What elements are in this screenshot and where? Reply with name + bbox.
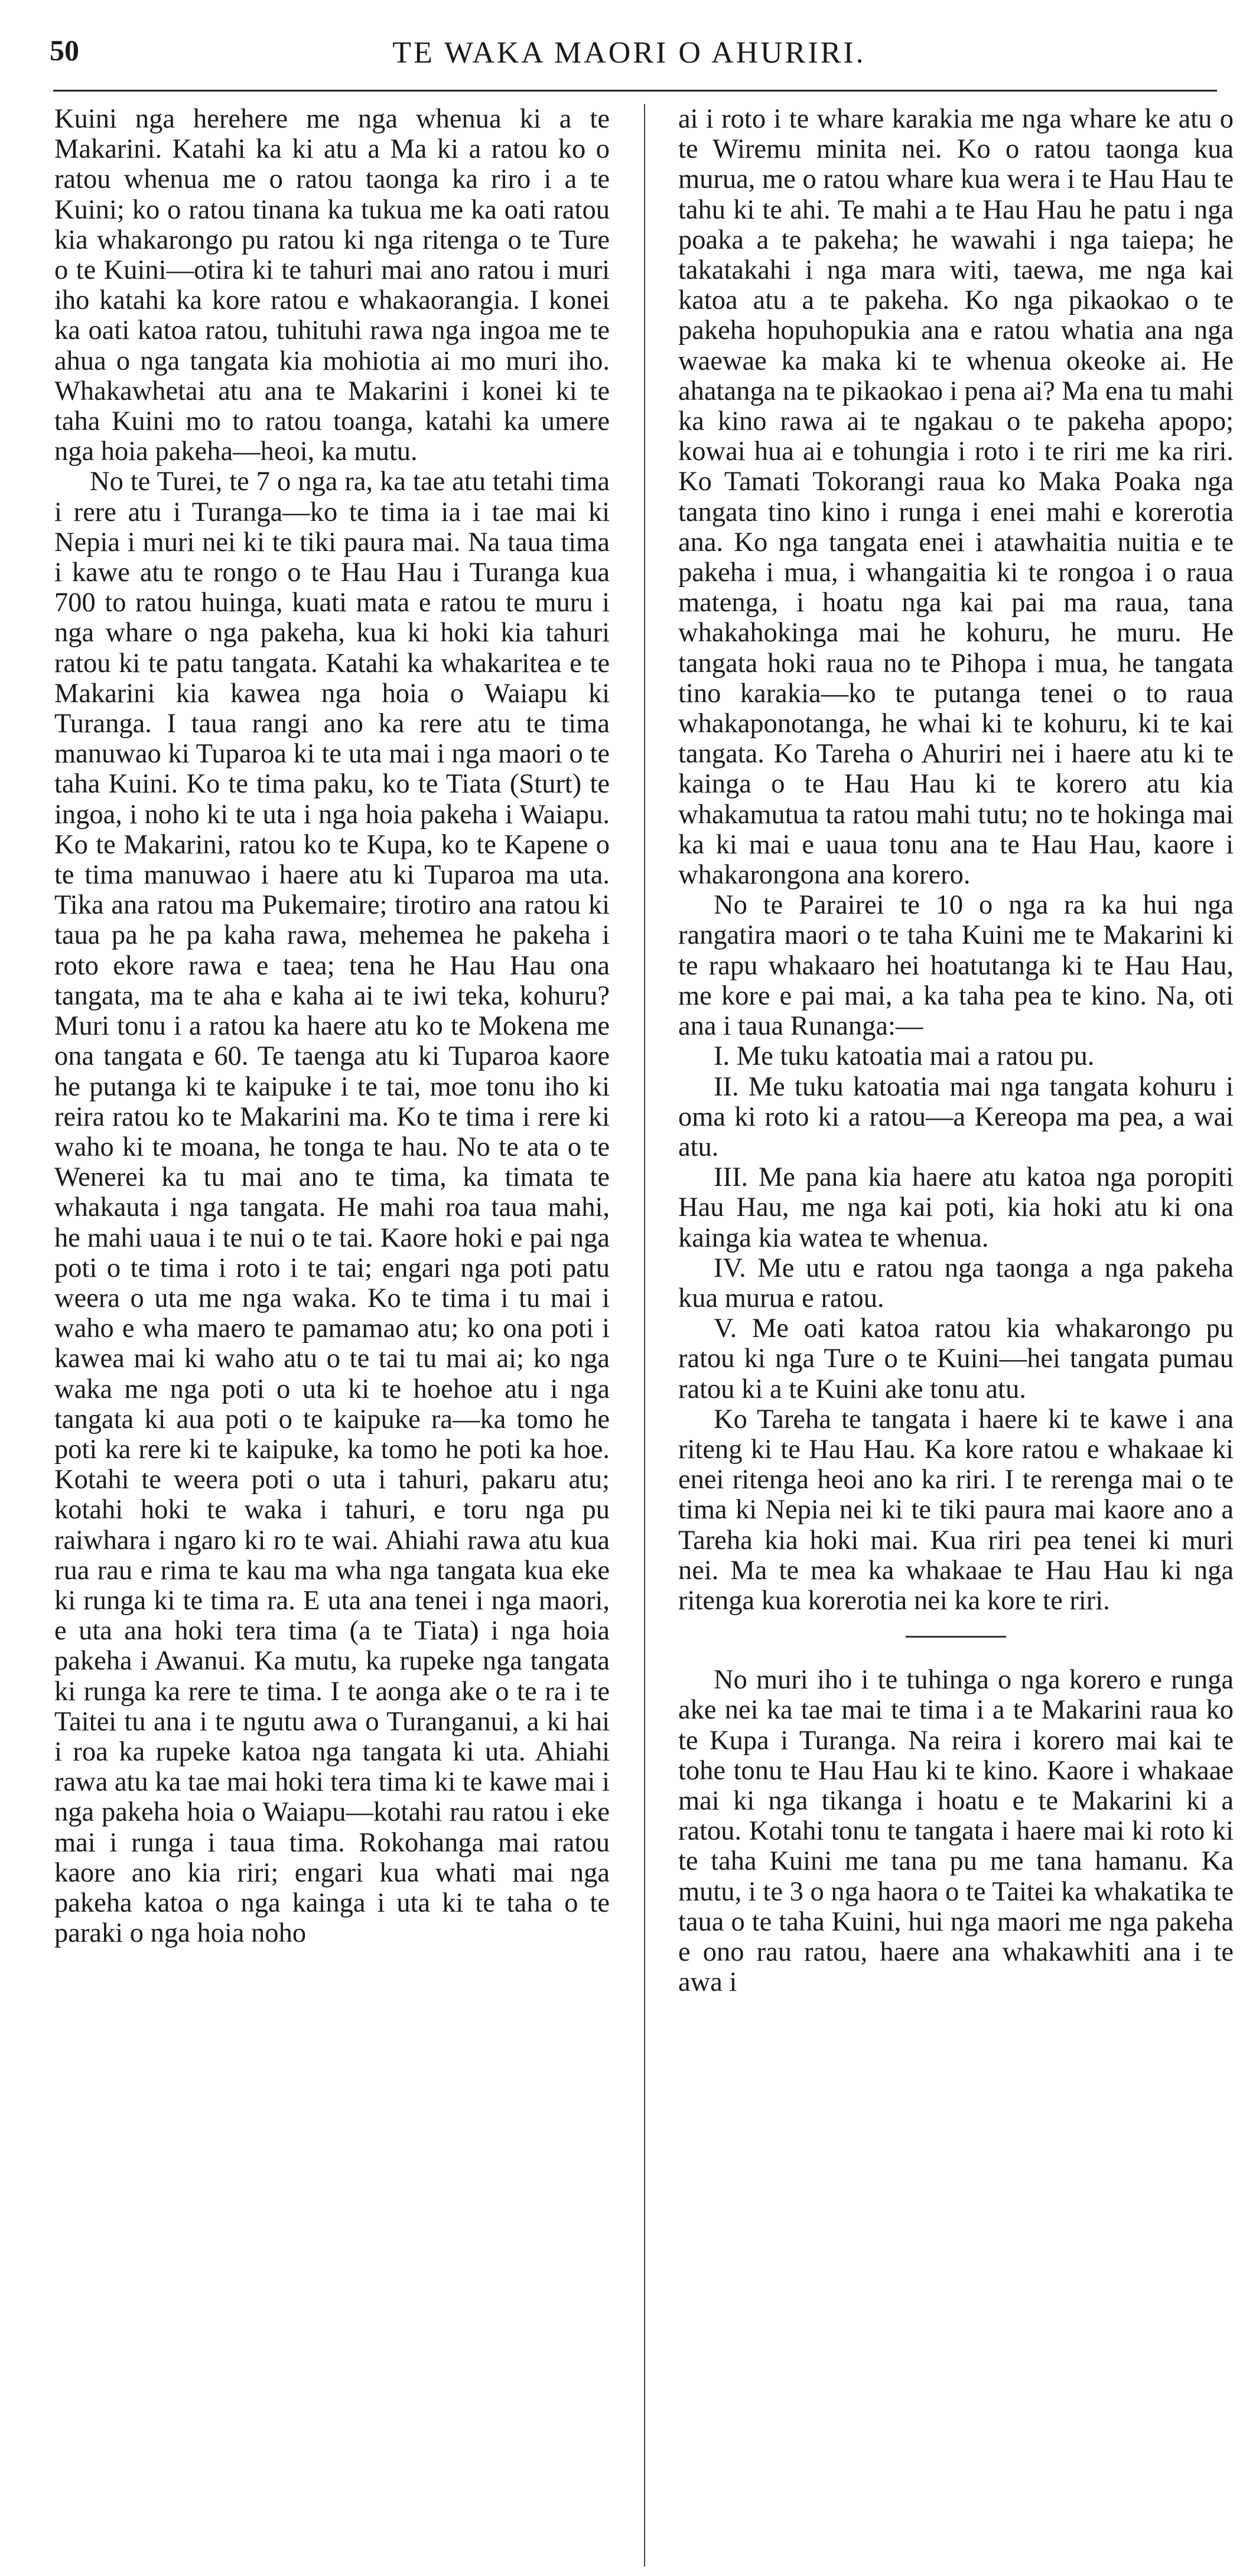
header-rule xyxy=(53,90,1217,92)
resolution-item: IV. Me utu e ratou nga taonga a nga pakeha kua murua e ratou. xyxy=(678,1253,1234,1313)
resolution-item: III. Me pana kia haere atu katoa nga poropiti Hau Hau, me nga kai poti, kia hoki atu ki ona kainga kia watea te whenua. xyxy=(678,1162,1234,1253)
paragraph: ai i roto i te whare karakia me nga whare ke atu o te Wiremu minita nei. Ko o ratou taonga kua murua, me o ratou whare kua wera i te Hau Hau te tahu ki te ahi. Te mahi a te Hau Hau he patu i nga poaka a te pakeha; he wawahi i nga taiepa; he takatakahi i nga mara witi, taewa, me nga kai katoa atu a te pakeha. Ko nga pikaokao o te pakeha hopuhopukia ana e ratou whatia ana nga waewae ka maka ki te whenua okeoke ai. He ahatanga na te pikaokao i pena ai? Ma ena tu mahi ka kino rawa ai te ngakau o te pakeha apopo; kowai hua ai e tohungia i roto i te riri me ka riri. Ko Tamati Tokorangi raua ko Maka Poaka nga tangata tino kino i runga i enei mahi e korerotia ana. Ko nga tangata enei i atawhaitia nuitia e te pakeha i mua, i whangaitia ki te rongoa i o raua matenga, i hoatu nga kai pai ma raua, tana whakahokinga mai he kohuru, he muru. He tangata hoki raua no te Pihopa i mua, he tangata tino karakia—ko te putanga tenei o to raua whakaponotanga, he whai ki te kohuru, ki te kai tangata. Ko Tareha o Ahuriri nei i haere atu ki te kainga o te Hau Hau ki te korero atu kia whakamutua ta ratou mahi tutu; no te hokinga mai ka ki mai e uaua tonu ana te Hau Hau, kaore i whakarongona ana korero. xyxy=(678,104,1234,891)
paragraph: No te Turei, te 7 o nga ra, ka tae atu tetahi tima i rere atu i Turanga—ko te tima ia i tae mai ki Nepia i muri nei ki te tiki paura mai. Na taua tima i kawe atu te rongo o te Hau Hau i Turanga kua 700 to ratou huinga, kuati mata e ratou te muru i nga whare o nga pakeha, kua ki hoki kia tahuri ratou ki te patu tangata. Katahi ka whakaritea e te Makarini kia kawea nga hoia o Waiapu ki Turanga. I taua rangi ano ka rere atu te tima manuwao ki Tuparoa ki te uta mai i nga maori o te taha Kuini. Ko te tima paku, ko te Tiata (Sturt) te ingoa, i noho ki te uta i nga hoia pakeha i Waiapu. Ko te Makarini, ratou ko te Kupa, ko te Kapene o te tima manuwao i haere atu ki Tuparoa ma uta. Tika ana ratou ma Pukemaire; tirotiro ana ratou ki taua pa he pa kaha rawa, mehemea he pakeha i roto ekore rawa e taea; tena he Hau Hau ona tangata, ma te aha e kaha ai te iwi teka, kohuru? Muri tonu i a ratou ka haere atu ko te Mokena me ona tangata e 60. Te taenga atu ki Tuparoa kaore he putanga ki te kaipuke i te tai, moe tonu iho ki reira ratou ko te Makarini ma. Ko te tima i rere ki waho ki te moana, he tonga te hau. No te ata o te Wenerei ka tu mai ano te tima, ka timata te whakauta i nga tangata. He mahi roa taua mahi, he mahi uaua i te nui o te tai. Kaore hoki e pai nga poti o te tima i roto i te tai; engari nga poti patu weera o uta me nga waka. Ko te tima i tu mai i waho e wha maero te pamamao atu; ko ona poti i kawea mai ki waho atu o te tai tu mai ai; ko nga waka me nga poti o uta ki te hoehoe atu i nga tangata ki aua poti o te kaipuke ra—ka tomo he poti ka rere ki te kaipuke, ka tomo he poti ka hoe. Kotahi te weera poti o uta i tahuri, pakaru atu; kotahi hoki te waka i tahuri, e toru nga pu raiwhara i ngaro ki ro te wai. Ahiahi rawa atu kua rua rau e rima te kau ma wha nga tangata kua eke ki runga ki te tima ra. E uta ana tenei i nga maori, e uta ana hoki tera tima (a te Tiata) i nga hoia pakeha i Awanui. Ka mutu, ka rupeke nga tangata ki runga ka rere te tima. I te aonga ake o te ra i te Taitei tu ana i te ngutu awa o Turanganui, a ki hai i roa ka rupeke katoa nga tangata ki uta. Ahiahi rawa atu ka tae mai hoki tera tima ki te kawe mai i nga pakeha hoia o Waiapu—kotahi rau ratou i eke mai i runga i taua tima. Rokohanga mai ratou kaore ano kia riri; engari kua whati mai nga pakeha katoa o nga kainga i uta ki te taha o te paraki o nga hoia noho xyxy=(54,467,610,1949)
right-column xyxy=(678,104,1234,2567)
page-header xyxy=(41,17,1217,81)
left-column xyxy=(54,104,610,2567)
paragraph: Kuini nga herehere me nga whenua ki a te Makarini. Katahi ka ki atu a Ma ki a ratou ko o ratou whenua me o ratou taonga ka riro i a te Kuini; ko o ratou tinana ka tukua me ka oati ratou kia whakarongo pu ratou ki nga ritenga o te Ture o te Kuini—otira ki te tahuri mai ano ratou i muri iho katahi ka kore ratou e whakaorangia. I konei ka oati katoa ratou, tuhituhi rawa nga ingoa me te ahua o nga tangata kia mohiotia ai mo muri iho. Whakawhetai atu ana te Makarini i konei ki te taha Kuini mo to ratou toanga, katahi ka umere nga hoia pakeha—heoi, ka mutu. xyxy=(54,104,610,467)
paragraph: Ko Tareha te tangata i haere ki te kawe i ana riteng ki te Hau Hau. Ka kore ratou e whakaae ki enei ritenga heoi ano ka riri. I te rerenga mai o te tima ki Nepia nei ki te tiki paura mai kaore ano a Tareha kia hoki mai. Kua riri pea tenei ki muri nei. Ma te mea ka whakaae te Hau Hau ki nga ritenga kua korerotia nei ka kore te riri. xyxy=(678,1404,1234,1616)
resolution-item: II. Me tuku katoatia mai nga tangata kohuru i oma ki roto ki a ratou—a Kereopa ma pea, a wai atu. xyxy=(678,1071,1234,1162)
running-title: TE WAKA MAORI O AHURIRI. xyxy=(392,36,866,70)
section-divider xyxy=(906,1636,1006,1638)
page-number: 50 xyxy=(50,34,79,67)
paragraph: No te Parairei te 10 o nga ra ka hui nga rangatira maori o te taha Kuini me te Makarini ki te rapu whakaaro hei hoatutanga ki te Hau Hau, me kore e pai mai, a ka taha pea te kino. Na, oti ana i taua Runanga:— xyxy=(678,890,1234,1042)
resolution-item: I. Me tuku katoatia mai a ratou pu. xyxy=(714,1041,1095,1072)
column-divider xyxy=(644,104,645,2567)
resolution-item: V. Me oati katoa ratou kia whakarongo pu ratou ki nga Ture o te Kuini—hei tangata pumau ratou ki a te Kuini ake tonu atu. xyxy=(678,1313,1234,1404)
paragraph: No muri iho i te tuhinga o nga korero e runga ake nei ka tae mai te tima i a te Makarini raua ko te Kupa i Turanga. Na reira i korero mai kai te tohe tonu te Hau Hau ki te kino. Kaore i whakaae mai ki nga tikanga i hoatu e te Makarini ki a ratou. Kotahi tonu te tangata i haere mai ki roto ki te taha Kuini me tana pu me tana hamanu. Ka mutu, i te 3 o nga haora o te Taitei ka whakatika te taua o te taha Kuini, hui nga maori me nga pakeha e ono rau ratou, haere ana whakawhiti ana i te awa i xyxy=(678,1665,1234,1998)
